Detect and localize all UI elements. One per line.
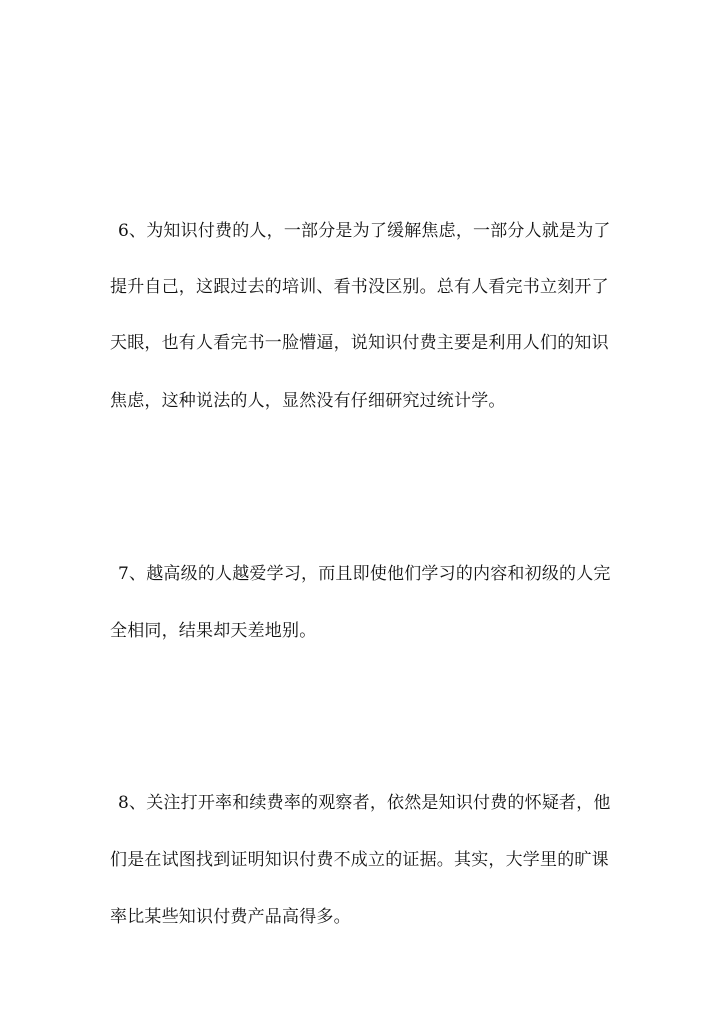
paragraph-8-line-1: 8、关注打开率和续费率的观察者，依然是知识付费的怀疑者，他 <box>118 793 611 813</box>
paragraph-8-line-2: 们是在试图找到证明知识付费不成立的证据。其实，大学里的旷课 <box>110 850 609 870</box>
paragraph-6-line-1: 6、为知识付费的人，一部分是为了缓解焦虑，一部分人就是为了 <box>118 221 611 241</box>
paragraph-6-line-2: 提升自己，这跟过去的培训、看书没区别。总有人看完书立刻开了 <box>110 277 609 297</box>
paragraph-8-line-3: 率比某些知识付费产品高得多。 <box>110 907 351 927</box>
paragraph-6-line-3: 天眼，也有人看完书一脸懵逼，说知识付费主要是利用人们的知识 <box>110 333 609 353</box>
paragraph-7-line-1: 7、越高级的人越爱学习，而且即使他们学习的内容和初级的人完 <box>118 564 611 584</box>
paragraph-6-line-4: 焦虑，这种说法的人，显然没有仔细研究过统计学。 <box>110 391 506 411</box>
paragraph-7-line-2: 全相同，结果却天差地别。 <box>110 621 317 641</box>
